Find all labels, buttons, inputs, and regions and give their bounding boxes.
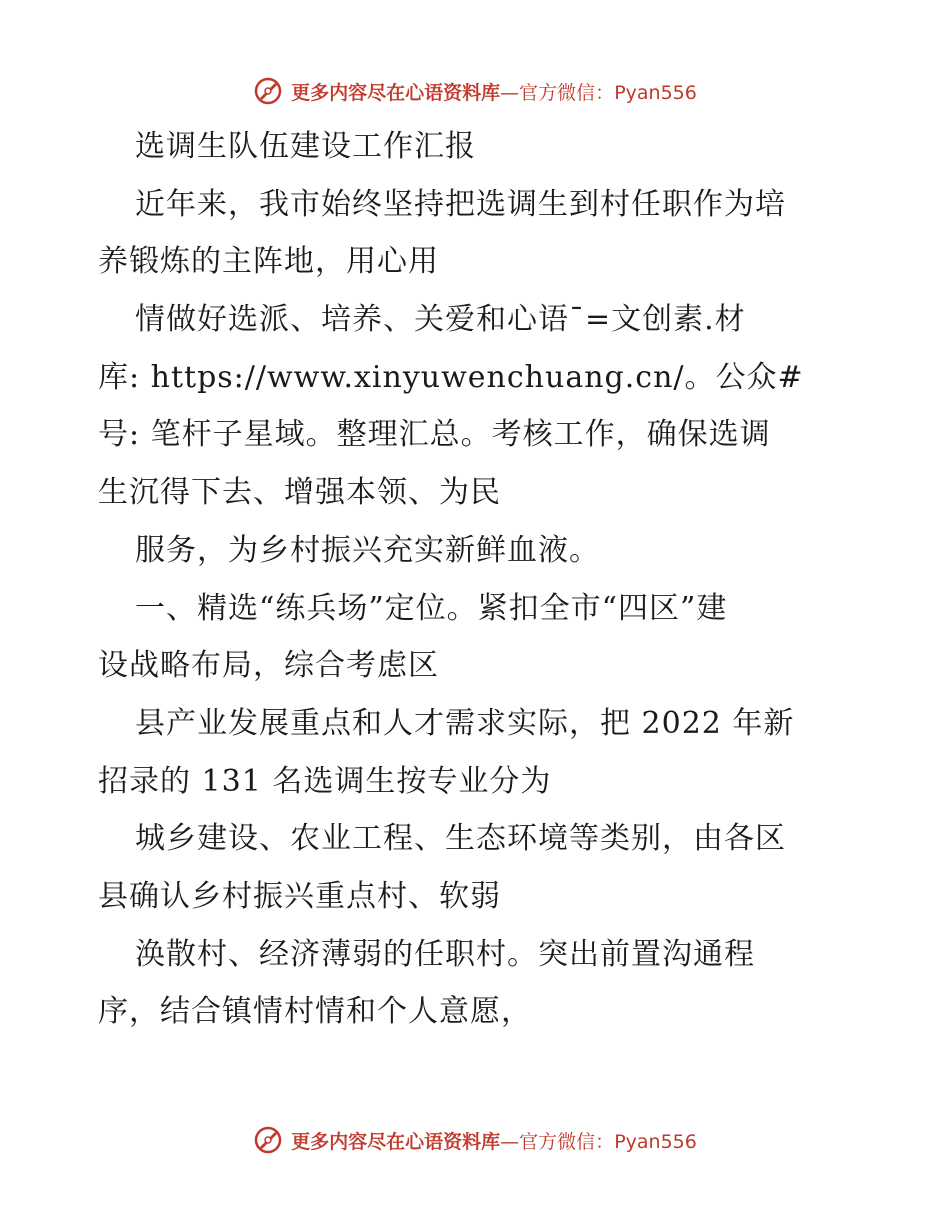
document-title: 选调生队伍建设工作汇报: [135, 129, 476, 164]
banner-wechat-label: 官方微信：: [519, 81, 615, 104]
banner-wechat-label: 官方微信：: [519, 1130, 615, 1153]
paragraph-line: 近年来，我市始终坚持把选调生到村任职作为培: [135, 186, 786, 222]
pen-logo-icon: [253, 1125, 283, 1155]
paragraph-line: 情做好选派、培养、关爱和心语¯=文创素.材: [135, 302, 746, 338]
banner-text: [291, 78, 697, 105]
paragraph-line: 养锻炼的主阵地，用心用: [98, 244, 439, 280]
paragraph-line: 库: https://www.xinyuwenchuang.cn/。公众#: [98, 359, 804, 395]
banner-text: [291, 1127, 697, 1154]
section-heading-line: 一、精选“练兵场”定位。紧扣全市“四区”建: [135, 590, 728, 626]
paragraph-line: 县产业发展重点和人才需求实际，把 2022 年新: [135, 705, 795, 741]
banner-brand: 更多内容尽在心语资料库: [291, 1130, 501, 1153]
paragraph-line: 县确认乡村振兴重点村、软弱: [98, 878, 501, 914]
banner-brand: 更多内容尽在心语资料库: [291, 81, 501, 104]
banner-wechat-id: Pyan556: [614, 1130, 697, 1153]
header-banner: [0, 76, 950, 106]
banner-separator: —: [500, 1130, 520, 1153]
paragraph-line: 涣散村、经济薄弱的任职村。突出前置沟通程: [135, 936, 755, 972]
paragraph-line: 招录的 131 名选调生按专业分为: [98, 763, 552, 799]
paragraph-line: 城乡建设、农业工程、生态环境等类别，由各区: [135, 821, 786, 857]
pen-logo-icon: [253, 76, 283, 106]
banner-wechat-id: Pyan556: [614, 81, 697, 104]
footer-banner: [0, 1125, 950, 1155]
paragraph-line: 号: 笔杆子星域。整理汇总。考核工作，确保选调: [98, 417, 771, 453]
banner-separator: —: [500, 81, 520, 104]
paragraph-line: 服务，为乡村振兴充实新鲜血液。: [135, 532, 600, 568]
document-body: [98, 118, 858, 1041]
paragraph-line: 生沉得下去、增强本领、为民: [98, 475, 501, 511]
paragraph-line: 序，结合镇情村情和个人意愿，: [98, 994, 532, 1030]
paragraph-line: 设战略布局，综合考虑区: [98, 648, 439, 684]
